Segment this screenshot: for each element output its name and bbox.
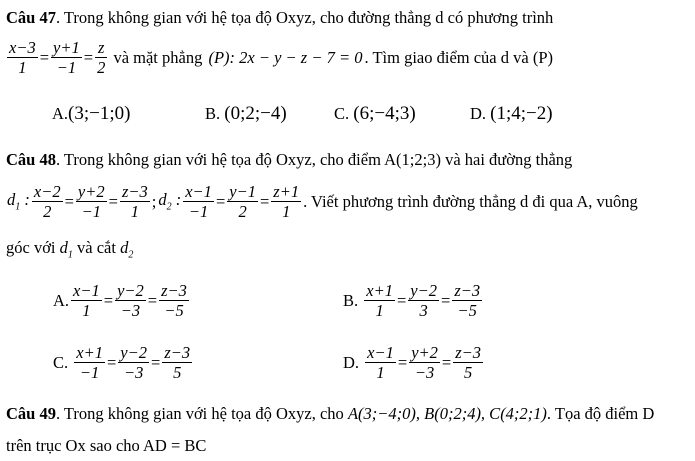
q47-option-b[interactable]: B. (0;2;−4) [205,103,287,124]
q48-lines-equation: $d_1$ : $\frac{x-2}{2}$ = $\frac{y+2}{-1}$ = $\frac{z-3}{1}$ ; $d_2$ : $\frac{x-1}{-1}$ = $\frac{y-1}{2}$ = $\frac{z+1}{1}$ . Viết phương trình đường thẳng d đi qua A, vuông [7,182,638,221]
q48-stem-line1: Câu 48. Trong không gian với hệ tọa độ Oxyz, cho điểm A(1;2;3) và hai đường thẳng [6,150,573,169]
q47-option-c[interactable]: C. (6;−4;3) [334,103,416,124]
q47-fraction-y: $\frac{y+1}{-1}$ [53,38,80,77]
q49-label: Câu 49 [6,404,56,423]
q47-equation-line: $\frac{x-3}{1}$ = $\frac{y+1}{-1}$ = $\frac{z}{2}$ và mặt phẳng (P): 2x − y − z − 7 = 0 . Tìm giao điểm của d và (P) [9,38,553,77]
q48-label: Câu 48 [6,150,56,169]
q47-stem-line1: Câu 47. Trong không gian với hệ tọa độ Oxyz, cho đường thẳng d có phương trình [6,8,554,27]
q47-option-d[interactable]: D. (1;4;−2) [470,103,553,124]
q48-option-b[interactable]: B. $\frac{x+1}{1}$ = $\frac{y-2}{3}$ = $\frac{z-3}{-5}$ [343,281,481,320]
q49-stem-line1: Câu 49. Trong không gian với hệ tọa độ Oxyz, cho A(3;−4;0), B(0;2;4), C(4;2;1). Tọa độ điểm D [6,404,655,423]
q47-label: Câu 47 [6,8,56,27]
q47-fraction-z: $\frac{z}{2}$ [97,38,106,77]
q48-option-a[interactable]: A. $\frac{x-1}{1}$ = $\frac{y-2}{-3}$ = $\frac{z-3}{-5}$ [53,281,187,320]
q47-option-a[interactable]: A.(3;−1;0) [52,103,131,124]
q48-option-c[interactable]: C. $\frac{x+1}{-1}$ = $\frac{y-2}{-3}$ = $\frac{z-3}{5}$ [53,343,191,382]
q49-stem-line2: trên trục Ox sao cho AD = BC [6,436,207,455]
q47-fraction-x: $\frac{x-3}{1}$ [9,38,36,77]
q48-d1-name: $d_1$ : [7,190,30,213]
q48-stem-line3: góc với $d_1$ và cắt $d_2$ [6,238,134,261]
q49-points: A(3;−4;0), B(0;2;4), C(4;2;1) [347,404,547,423]
q48-d2-name: $d_2$ : [158,190,182,213]
q48-option-d[interactable]: D. $\frac{x-1}{1}$ = $\frac{y+2}{-3}$ = $\frac{z-3}{5}$ [343,343,482,382]
q47-plane-equation: (P): 2x − y − z − 7 = 0 [208,47,363,67]
